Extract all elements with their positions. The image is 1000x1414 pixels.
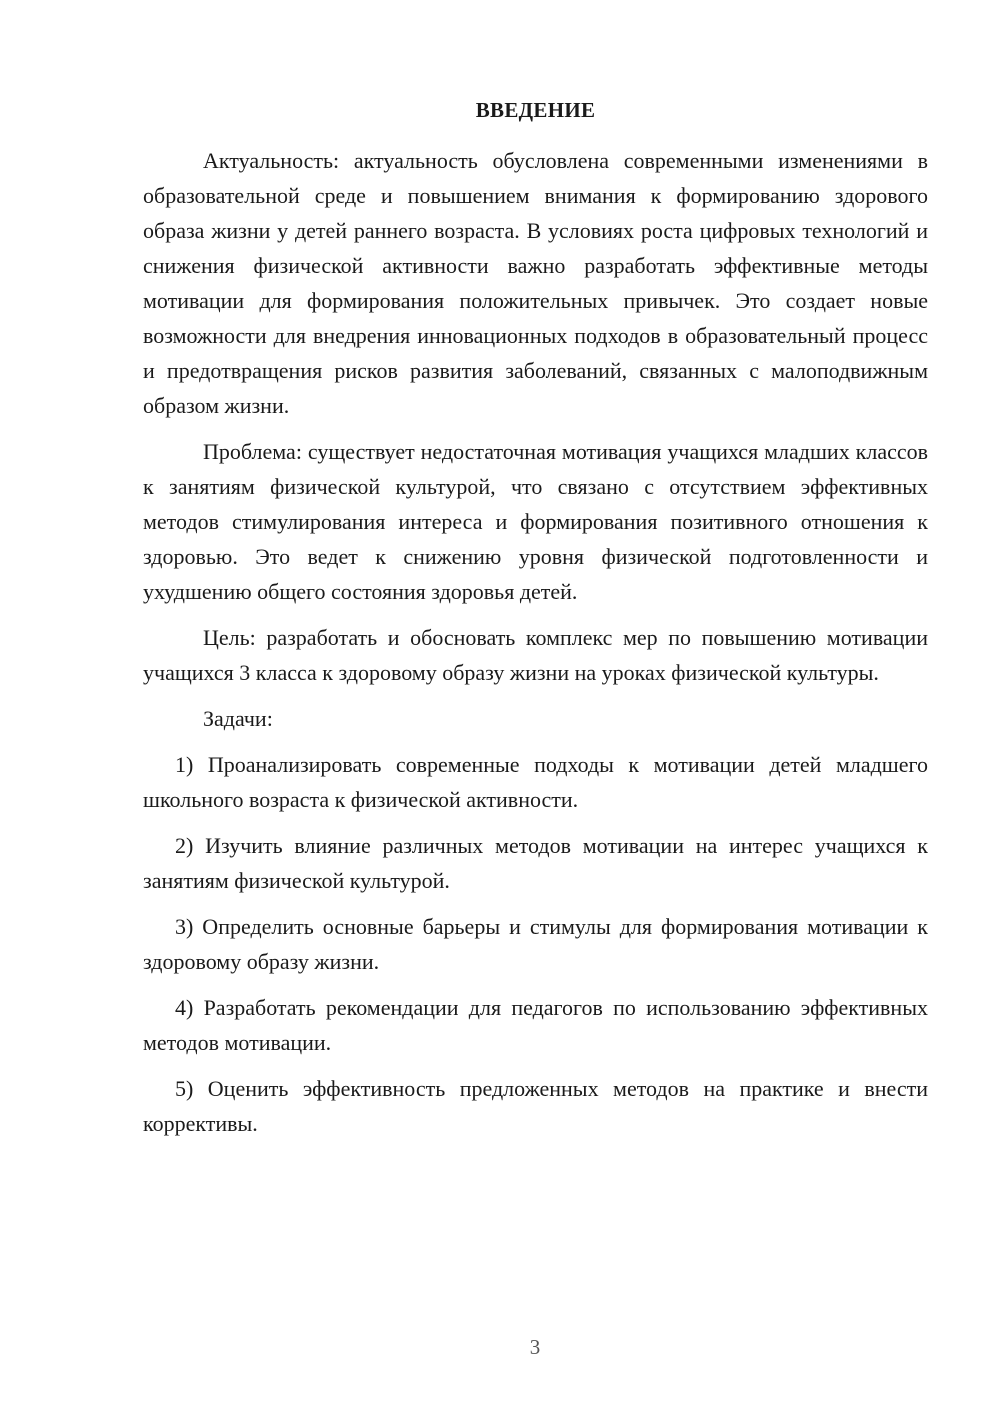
goal-paragraph: Цель: разработать и обосновать комплекс мер по повышению мотивации учащихся 3 класса к здоровому образу жизни на уроках физической культуры. xyxy=(143,625,928,685)
task-item: 1) Проанализировать современные подходы к мотивации детей младшего школьного возраста к физической активности. xyxy=(143,752,928,812)
task-item: 4) Разработать рекомендации для педагогов по использованию эффективных методов мотивации. xyxy=(143,995,928,1055)
task-item: 5) Оценить эффективность предложенных методов на практике и внести коррективы. xyxy=(143,1076,928,1136)
tasks-heading: Задачи: xyxy=(203,706,273,731)
relevance-paragraph: Актуальность: актуальность обусловлена современными изменениями в образовательной среде и повышением внимания к формированию здорового образа жизни у детей раннего возраста. В условиях роста цифровых технологий и снижения физической активности важно разработать эффективные методы мотивации для формирования положительных привычек. Это создает новые возможности для внедрения инновационных подходов в образовательный процесс и предотвращения рисков развития заболеваний, связанных с малоподвижным образом жизни. xyxy=(143,148,928,418)
document-body xyxy=(143,143,928,1141)
task-item: 3) Определить основные барьеры и стимулы для формирования мотивации к здоровому образу жизни. xyxy=(143,914,928,974)
section-title: ВВЕДЕНИЕ xyxy=(475,98,596,122)
task-item: 2) Изучить влияние различных методов мотивации на интерес учащихся к занятиям физической культурой. xyxy=(143,833,928,893)
problem-paragraph: Проблема: существует недостаточная мотивация учащихся младших классов к занятиям физической культурой, что связано с отсутствием эффективных методов стимулирования интереса и формирования позитивного отношения к здоровью. Это ведет к снижению уровня физической подготовленности и ухудшению общего состояния здоровья детей. xyxy=(143,439,928,604)
page-number: 3 xyxy=(529,1335,541,1359)
